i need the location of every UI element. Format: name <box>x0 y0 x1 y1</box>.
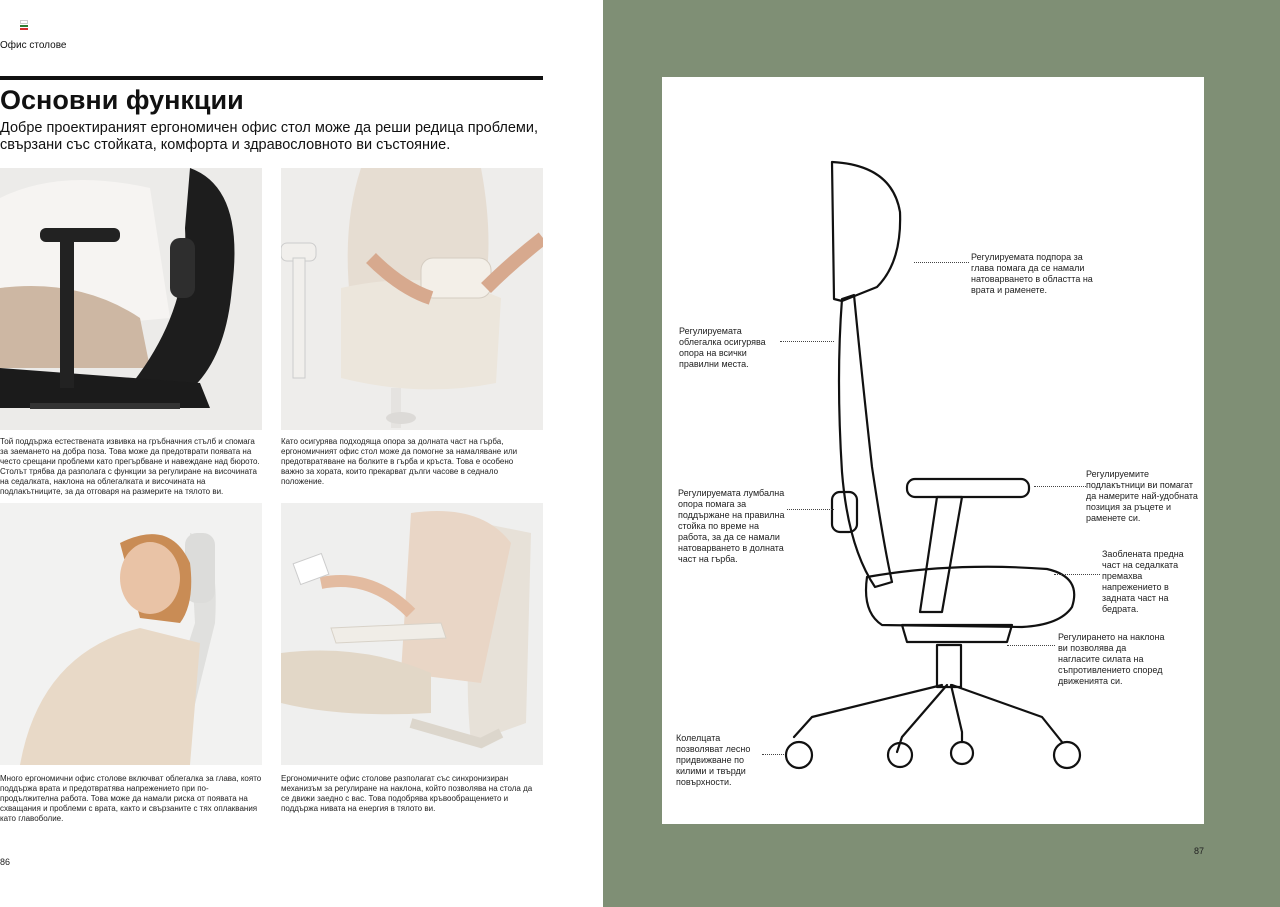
callout-lumbar: Регулируемата лумбална опора помага за поддържане на правилна стойка по време на работа, за да се намали натоварването в долната част на гърба. <box>678 488 785 564</box>
page-number-left: 86 <box>0 857 11 867</box>
title-rule <box>0 76 543 80</box>
seat-edge-leader-line <box>1054 574 1100 575</box>
caption-1: Той поддържа естествената извивка на гръбначния стълб и спомага за заемането на добра поза. Това може да предотврати появата на често срещани проблеми като прегърбване и навеждане над бюрото. Столът трябва да разполага с функции за регулиране на височината на седалката, наклона на облегалката и височината на подлакътниците, за да отговаря на размерите на тялото ви. <box>0 437 260 496</box>
callout-armrests: Регулируемите подлакътници ви помагат да намерите най-удобната позиция за ръцете и раменете си. <box>1086 469 1198 523</box>
section-label: Офис столове <box>0 40 67 51</box>
headrest-photo <box>0 503 262 765</box>
lumbar-leader-line <box>787 509 834 510</box>
callout-backrest: Регулируемата облегалка осигурява опора на всички правилни места. <box>679 326 766 369</box>
headrest-leader-line <box>914 262 969 263</box>
page-subtitle: Добре проектираният ергономичен офис стол може да реши редица проблеми, свързани със стойката, комфорта и здравословното ви състояние. <box>0 120 538 153</box>
left-page <box>0 0 603 907</box>
page-title: Основни функции <box>0 85 244 115</box>
page-number-right: 87 <box>1194 846 1205 856</box>
tilt-leader-line <box>1007 645 1055 646</box>
armrests-leader-line <box>1034 486 1086 487</box>
reclining-chair-photo <box>281 503 543 765</box>
black-mesh-chair-photo <box>0 168 262 430</box>
callout-headrest: Регулируемата подпора за глава помага да се намали натоварването в областта на врата и раменете. <box>971 252 1093 295</box>
caption-2: Като осигурява подходяща опора за долната част на гърба, ергономичният офис стол може да помогне за намаляване или предотвратяване на болките в гърба и кръста. Това е особено важно за хората, които прекарват дълги часове в седнало положение. <box>281 437 518 486</box>
office-chair-line-drawing <box>662 77 1204 824</box>
diagram-card <box>662 77 1204 824</box>
flag-icon <box>20 20 28 27</box>
backrest-leader-line <box>780 341 834 342</box>
lumbar-support-photo <box>281 168 543 430</box>
caption-4: Ергономичните офис столове разполагат със синхронизиран механизъм за регулиране на наклона, който позволява на стола да се движи заедно с вас. Това подобрява кръвообращението и поддържа нивата на енергия в тялото ви. <box>281 774 533 813</box>
callout-casters: Колелцата позволяват лесно придвижване по килими и твърди повърхности. <box>676 733 751 787</box>
caption-3: Много ергономични офис столове включват облегалка за глава, която поддържа врата и предотвратява напрежението при по-продължителна работа. Това може да намали риска от появата на схващания и проблеми с врата, както и свързаните с тях оплаквания като главоболие. <box>0 774 262 823</box>
callout-seat-edge: Заоблената предна част на седалката премахва напрежението в задната част на бедрата. <box>1102 549 1184 614</box>
callout-tilt: Регулирането на наклона ви позволява да нагласите силата на съпротивлението според движенията си. <box>1058 632 1165 686</box>
